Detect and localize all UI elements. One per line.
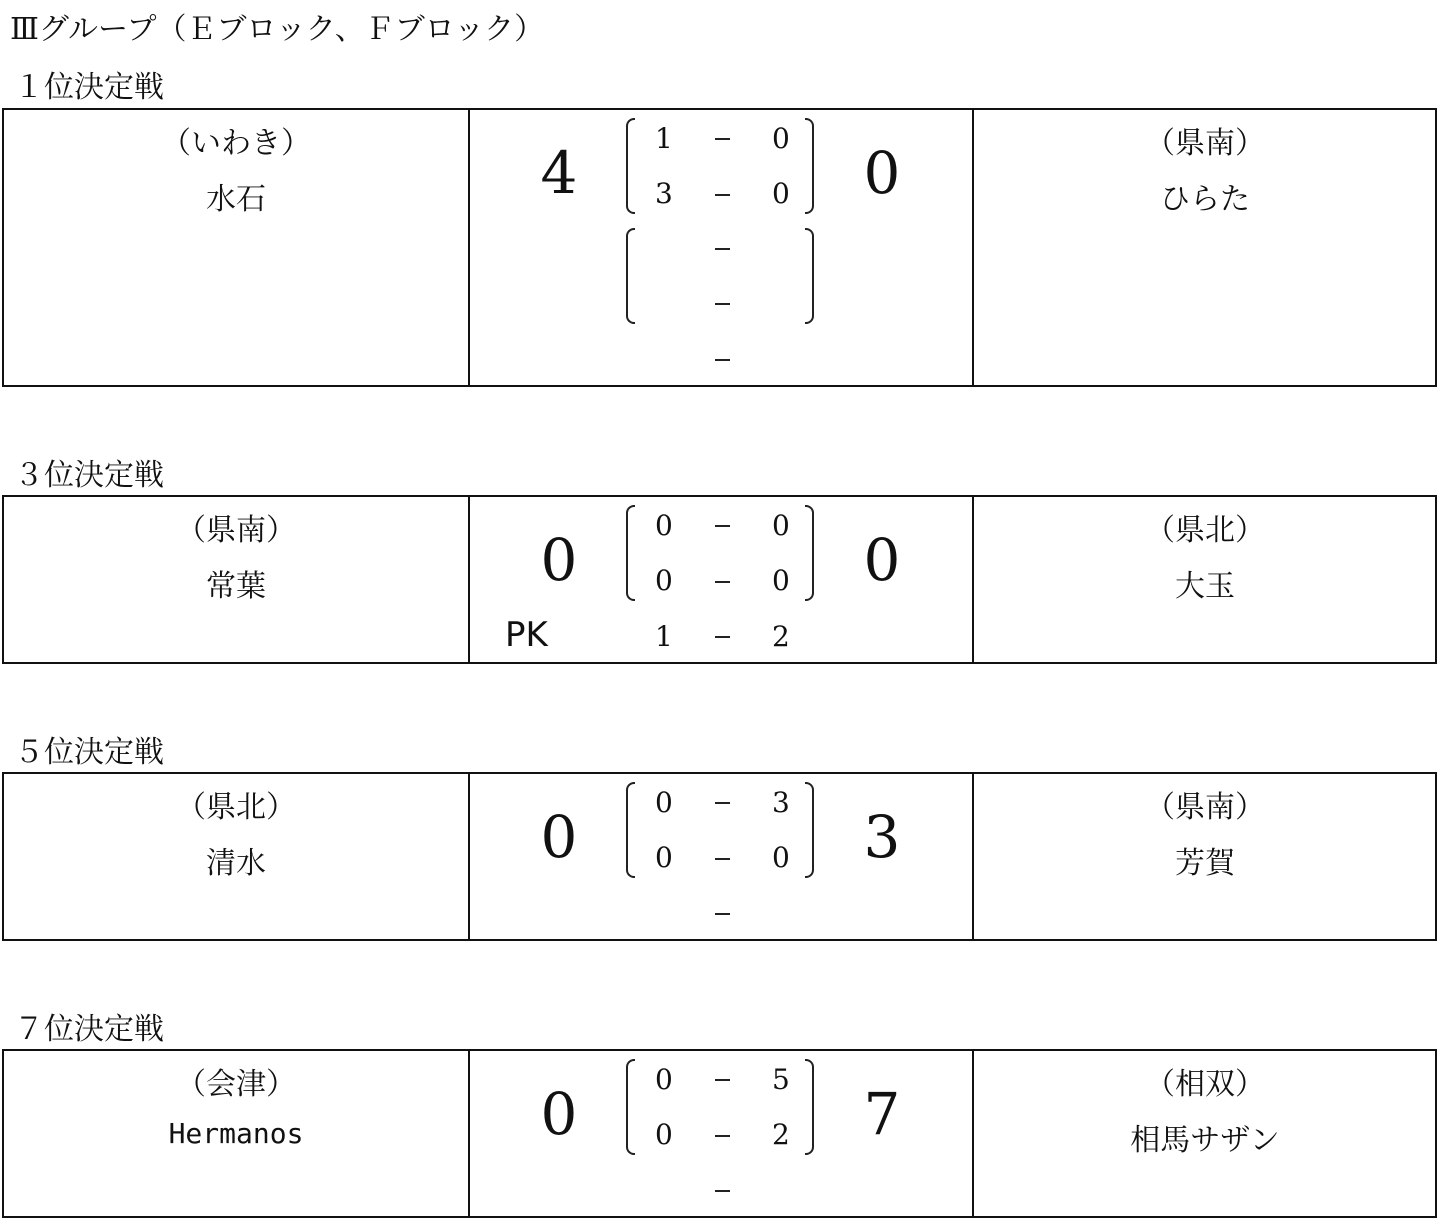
right-team: 芳賀: [1175, 846, 1235, 881]
bracket-right: [805, 505, 814, 601]
right-total-score: 3: [863, 803, 901, 871]
pk-right-score: 2: [772, 620, 790, 653]
score-dash: [715, 138, 730, 140]
score-dash: [715, 194, 730, 196]
half2-right-score: 2: [772, 1118, 790, 1151]
left-team: 常葉: [206, 569, 266, 604]
right-prefecture: （相双）: [1145, 1067, 1265, 1102]
left-team: 清水: [206, 846, 266, 881]
divider: [972, 110, 974, 385]
divider: [468, 110, 470, 385]
score-dash: [715, 1190, 730, 1192]
score-dash: [715, 636, 730, 638]
match-label-7: ７位決定戦: [14, 1012, 164, 1047]
bracket-left: [626, 782, 635, 878]
half2-left-score: 0: [655, 1118, 673, 1151]
half1-right-score: 3: [772, 786, 790, 819]
match-box-7: [2, 1049, 1437, 1218]
right-prefecture: （県南）: [1145, 790, 1265, 825]
left-team: Hermanos: [168, 1117, 304, 1150]
bracket-right: [805, 118, 814, 214]
left-total-score: 4: [540, 139, 578, 207]
half2-right-score: 0: [772, 564, 790, 597]
left-prefecture: （いわき）: [161, 126, 311, 161]
left-total-score: 0: [540, 1080, 578, 1148]
match-box-1: [2, 108, 1437, 387]
divider: [468, 1051, 470, 1216]
right-team: 大玉: [1175, 569, 1235, 604]
bracket-left: [626, 228, 635, 324]
half1-left-score: 0: [655, 509, 673, 542]
score-dash: [715, 525, 730, 527]
match-box-5: [2, 772, 1437, 941]
right-prefecture: （県南）: [1145, 126, 1265, 161]
half2-left-score: 0: [655, 564, 673, 597]
match-label-3: ３位決定戦: [14, 458, 164, 493]
half2-left-score: 0: [655, 841, 673, 874]
left-team: 水石: [206, 182, 266, 217]
score-dash: [715, 1079, 730, 1081]
score-dash: [715, 858, 730, 860]
score-dash: [715, 1135, 730, 1137]
half1-left-score: 1: [655, 122, 673, 155]
left-prefecture: （会津）: [176, 1067, 296, 1102]
pk-label: PK: [505, 615, 548, 655]
score-dash: [715, 802, 730, 804]
bracket-right: [805, 228, 814, 324]
divider: [972, 1051, 974, 1216]
left-prefecture: （県南）: [176, 513, 296, 548]
half1-right-score: 0: [772, 509, 790, 542]
divider: [972, 774, 974, 939]
bracket-left: [626, 1059, 635, 1155]
pk-left-score: 1: [655, 620, 673, 653]
half2-left-score: 3: [655, 177, 673, 210]
score-dash: [715, 581, 730, 583]
score-dash: [715, 359, 730, 361]
right-team: ひらた: [1160, 182, 1250, 217]
half1-right-score: 5: [772, 1063, 790, 1096]
divider: [972, 497, 974, 662]
bracket-left: [626, 118, 635, 214]
page-title: Ⅲグループ（Ｅブロック、Ｆブロック）: [10, 12, 545, 47]
bracket-right: [805, 1059, 814, 1155]
right-prefecture: （県北）: [1145, 513, 1265, 548]
score-dash: [715, 913, 730, 915]
right-total-score: 7: [863, 1080, 901, 1148]
divider: [468, 497, 470, 662]
bracket-left: [626, 505, 635, 601]
right-total-score: 0: [863, 526, 901, 594]
right-team: 相馬サザン: [1130, 1123, 1280, 1158]
left-total-score: 0: [540, 526, 578, 594]
half2-right-score: 0: [772, 177, 790, 210]
match-box-3: [2, 495, 1437, 664]
half2-right-score: 0: [772, 841, 790, 874]
score-dash: [715, 303, 730, 305]
left-prefecture: （県北）: [176, 790, 296, 825]
left-total-score: 0: [540, 803, 578, 871]
half1-right-score: 0: [772, 122, 790, 155]
half1-left-score: 0: [655, 1063, 673, 1096]
bracket-right: [805, 782, 814, 878]
score-dash: [715, 248, 730, 250]
match-label-5: ５位決定戦: [14, 735, 164, 770]
divider: [468, 774, 470, 939]
right-total-score: 0: [863, 139, 901, 207]
match-label-1: １位決定戦: [14, 70, 164, 105]
half1-left-score: 0: [655, 786, 673, 819]
